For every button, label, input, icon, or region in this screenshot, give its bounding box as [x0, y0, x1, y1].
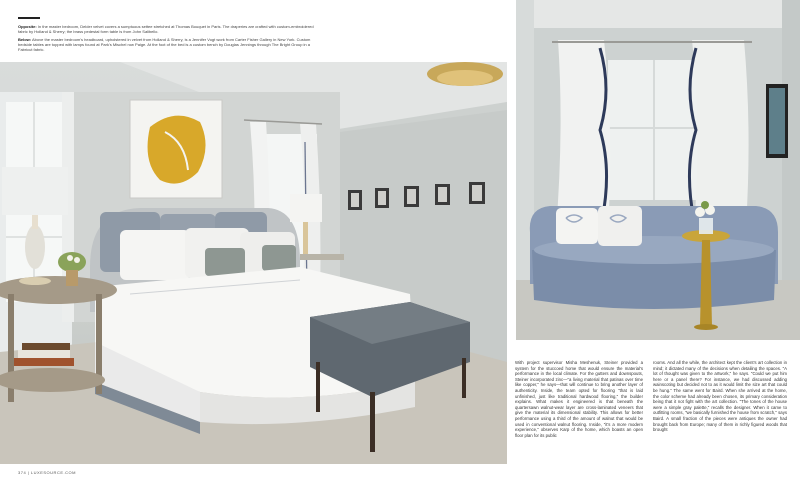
body-column-1: With project supervisor Misha Meshenuk, Steiner provided a system for the stuccoed home that would ensure the material's performance in the local climate. For the gutters and downspouts, Steiner incorporated zinc—"a living material that patinas over time like copper," he says—that will continue to bring another layer of authenticity. Inside, the team opted for flooring "that is laid unfinished, just like traditional hardwood flooring," the builder explains. What makes it engineered is that beneath the quartersawn walnut-wear layer are cross-laminated veneers that give the material its dimensional stability. This allows for better performance using a third of the amount of walnut that would be used in conventional walnut flooring. Inside, "it's a more modern experience," observes Karp of the home, which boasts an open floor plan for its public	[515, 360, 643, 438]
caption-lead-below: Below:	[18, 36, 32, 42]
page-folio: 374 | LUXESOURCE.COM	[18, 470, 76, 475]
sitting-area-illustration	[516, 0, 800, 340]
caption-text-opposite: In the master bedroom, Delder velvet covers a sumptuous settee stretched at Thomas Bouquet in Paris. The draperies are crafted with custom-embroidered fabric by Holland & Sherry; the brass pedestal form table is from John Salibello.	[18, 24, 314, 35]
caption-paragraph-opposite	[18, 24, 318, 35]
caption-text-below: Above the master bedroom's headboard, upholstered in velvet from Holland & Sherry, is a Jennifer Vogt work from Carter Fisher Gallery in New York. Custom bedside tables are topped with lamps found at Park's Mischel row Paige. At the foot of the bed is a custom bench by Douglas Jennings through The Bright Group in a Fabricut fabric.	[18, 36, 311, 53]
caption-lead-opposite: Opposite:	[18, 24, 37, 29]
caption-paragraph-below	[18, 37, 318, 53]
sitting-area-photo	[516, 0, 800, 340]
photo-caption	[18, 24, 318, 54]
bedroom-photo	[0, 62, 507, 464]
bedroom-illustration	[0, 62, 507, 464]
caption-rule	[18, 17, 40, 19]
body-column-2: rooms. And all the while, the architect kept the client's art collection in mind; it dictated many of the decisions when detailing the spaces. "A lot of thought was given to the artwork," he says. "Could we put him here or a panel there? For instance, we had discussed adding wainscoting but decided not to as it would limit the size art that could be hung." The same went for Baird. When she arrived at the home, the color scheme had already been chosen, its primary consideration being that it not fight with the art collection. "The tones of the house were a simple gray palette," recalls the designer. When it came to outfitting rooms, "we basically furnished the house from scratch," says Baird. A small fraction of the pieces were antiques the owner had brought back from Europe; many of them in richly figured woods that brought	[653, 360, 787, 433]
